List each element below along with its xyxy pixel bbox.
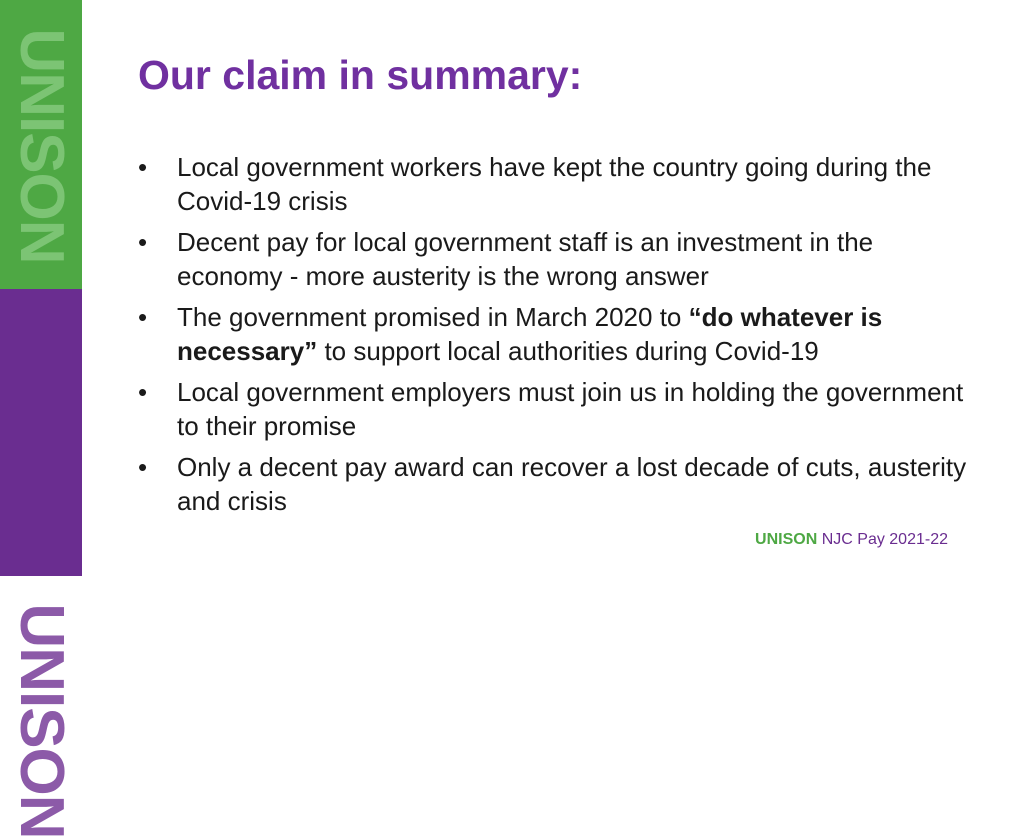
bullet-text: Local government workers have kept the country going during the Covid-19 crisis	[177, 152, 932, 216]
bullet-icon: •	[138, 302, 148, 332]
bullet-item	[138, 225, 978, 293]
bullet-item	[138, 375, 978, 443]
brand-sidebar	[0, 0, 82, 839]
bullet-list	[138, 150, 978, 525]
unison-logo-bottom: UNISON	[7, 603, 76, 839]
bullet-item	[138, 300, 978, 368]
bullet-icon: •	[138, 377, 148, 407]
footer-caption: NJC Pay 2021-22	[817, 531, 948, 548]
bullet-item	[138, 150, 978, 218]
bullet-icon: •	[138, 227, 148, 257]
slide-footer	[755, 531, 948, 549]
bullet-item	[138, 450, 978, 518]
bullet-text: Decent pay for local government staff is an investment in the economy - more austerity is the wrong answer	[177, 227, 874, 291]
bullet-text: Local government employers must join us in holding the government to their promise	[177, 377, 964, 441]
sidebar-purple-panel	[0, 289, 82, 839]
footer-brand: UNISON	[755, 531, 818, 548]
bullet-icon: •	[138, 152, 148, 182]
sidebar-green-panel	[0, 0, 82, 289]
bullet-text: Only a decent pay award can recover a lost decade of cuts, austerity and crisis	[177, 452, 967, 516]
bullet-text: The government promised in March 2020 to	[177, 302, 689, 332]
slide-title: Our claim in summary:	[138, 52, 583, 98]
unison-logo-top: UNISON	[7, 28, 76, 264]
bullet-text-continued: to support local authorities during Covid-19	[317, 336, 819, 366]
bullet-icon: •	[138, 452, 148, 482]
bullet-emphasis: “do whatever is necessary”	[177, 302, 883, 366]
